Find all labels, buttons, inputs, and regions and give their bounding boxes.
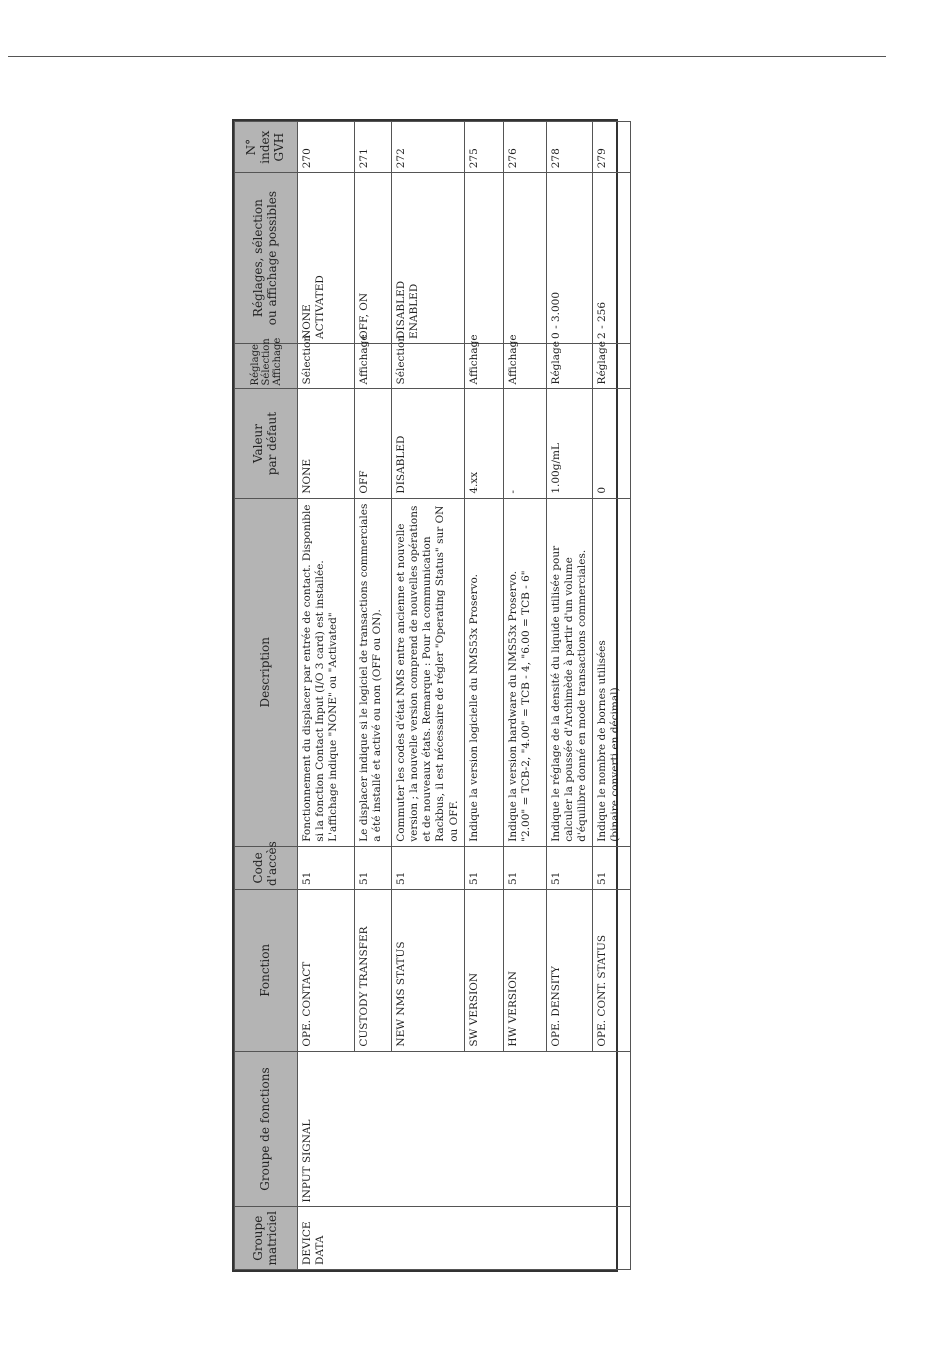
fonction-cell: OPE. DENSITY	[546, 890, 592, 1052]
groupe-fonctions-cell: INPUT SIGNAL	[298, 1051, 631, 1207]
code-cell: 51	[298, 846, 355, 889]
header-groupe-fonctions: Groupe de fonctions	[235, 1051, 298, 1207]
reglage-cell: Affichage	[355, 343, 392, 389]
valeur-cell: 0	[593, 389, 631, 498]
parameter-table-frame	[232, 119, 622, 1272]
index-cell: 271	[355, 122, 392, 173]
valeur-cell: OFF	[355, 389, 392, 498]
header-reglage: Réglage Sélection Affichage	[235, 343, 298, 389]
header-index-gvh: N° index GVH	[235, 122, 298, 173]
possibles-cell: OFF, ON	[355, 173, 392, 344]
table-row	[298, 122, 355, 1270]
index-cell: 270	[298, 122, 355, 173]
header-fonction: Fonction	[235, 890, 298, 1052]
parameter-table	[234, 121, 631, 1270]
header-groupe-materiel: Groupe matriciel	[235, 1207, 298, 1270]
header-code-acces: Code d'accès	[235, 846, 298, 889]
description-cell: Indique le nombre de bornes utilisées (binaire converti en décimal)	[593, 498, 631, 846]
index-cell: 275	[464, 122, 503, 173]
code-cell: 51	[464, 846, 503, 889]
description-cell: Fonctionnement du displacer par entrée de contact. Disponible si la fonction Contact Input (I/O 3 card) est installée. L'affichage indique "NONE" ou "Activated"	[298, 498, 355, 846]
description-cell: Indique le réglage de la densité du liquide utilisée pour calculer la poussée d'Archimède à partir d'un volume d'équilibre donné en mode transactions commerciales.	[546, 498, 592, 846]
fonction-cell: HW VERSION	[503, 890, 546, 1052]
fonction-cell: NEW NMS STATUS	[392, 890, 465, 1052]
valeur-cell: 1.00g/mL	[546, 389, 592, 498]
fonction-cell: OPE. CONT. STATUS	[593, 890, 631, 1052]
groupe-materiel-cell: DEVICE DATA	[298, 1207, 631, 1270]
possibles-cell	[464, 173, 503, 344]
possibles-cell: NONE ACTIVATED	[298, 173, 355, 344]
reglage-cell: Réglage	[546, 343, 592, 389]
header-row	[235, 122, 298, 1270]
valeur-cell: DISABLED	[392, 389, 465, 498]
reglage-cell: Réglage	[593, 343, 631, 389]
possibles-cell: 0 - 3.000	[546, 173, 592, 344]
index-cell: 278	[546, 122, 592, 173]
rotated-table-container	[234, 121, 622, 1270]
reglage-cell: Sélection	[298, 343, 355, 389]
code-cell: 51	[355, 846, 392, 889]
index-cell: 276	[503, 122, 546, 173]
valeur-cell: NONE	[298, 389, 355, 498]
description-cell: Commuter les codes d'état NMS entre ancienne et nouvelle version ; la nouvelle version comprend de nouvelles opérations et de nouveaux états. Remarque : Pour la communication Rackbus, il est nécessaire de régler "Operating Status" sur ON ou OFF.	[392, 498, 465, 846]
reglage-cell: Affichage	[464, 343, 503, 389]
index-cell: 272	[392, 122, 465, 173]
fonction-cell: OPE. CONTACT	[298, 890, 355, 1052]
header-description: Description	[235, 498, 298, 846]
description-cell: Indique la version hardware du NMS53x Proservo. "2.00" = TCB-2, "4.00" = TCB - 4, "6.00 = TCB - 6"	[503, 498, 546, 846]
reglage-cell: Sélection	[392, 343, 465, 389]
code-cell: 51	[593, 846, 631, 889]
code-cell: 51	[546, 846, 592, 889]
top-rule	[8, 56, 886, 57]
possibles-cell: DISABLED ENABLED	[392, 173, 465, 344]
header-reglages-possibles: Réglages, sélection ou affichage possibles	[235, 173, 298, 344]
fonction-cell: CUSTODY TRANSFER	[355, 890, 392, 1052]
description-cell: Indique la version logicielle du NMS53x Proservo.	[464, 498, 503, 846]
header-valeur-defaut: Valeur par défaut	[235, 389, 298, 498]
fonction-cell: SW VERSION	[464, 890, 503, 1052]
reglage-cell: Affichage	[503, 343, 546, 389]
code-cell: 51	[392, 846, 465, 889]
valeur-cell: -	[503, 389, 546, 498]
valeur-cell: 4.xx	[464, 389, 503, 498]
description-cell: Le displacer indique si le logiciel de transactions commerciales a été installé et activé ou non (OFF ou ON).	[355, 498, 392, 846]
possibles-cell	[503, 173, 546, 344]
code-cell: 51	[503, 846, 546, 889]
possibles-cell: 2 - 256	[593, 173, 631, 344]
index-cell: 279	[593, 122, 631, 173]
